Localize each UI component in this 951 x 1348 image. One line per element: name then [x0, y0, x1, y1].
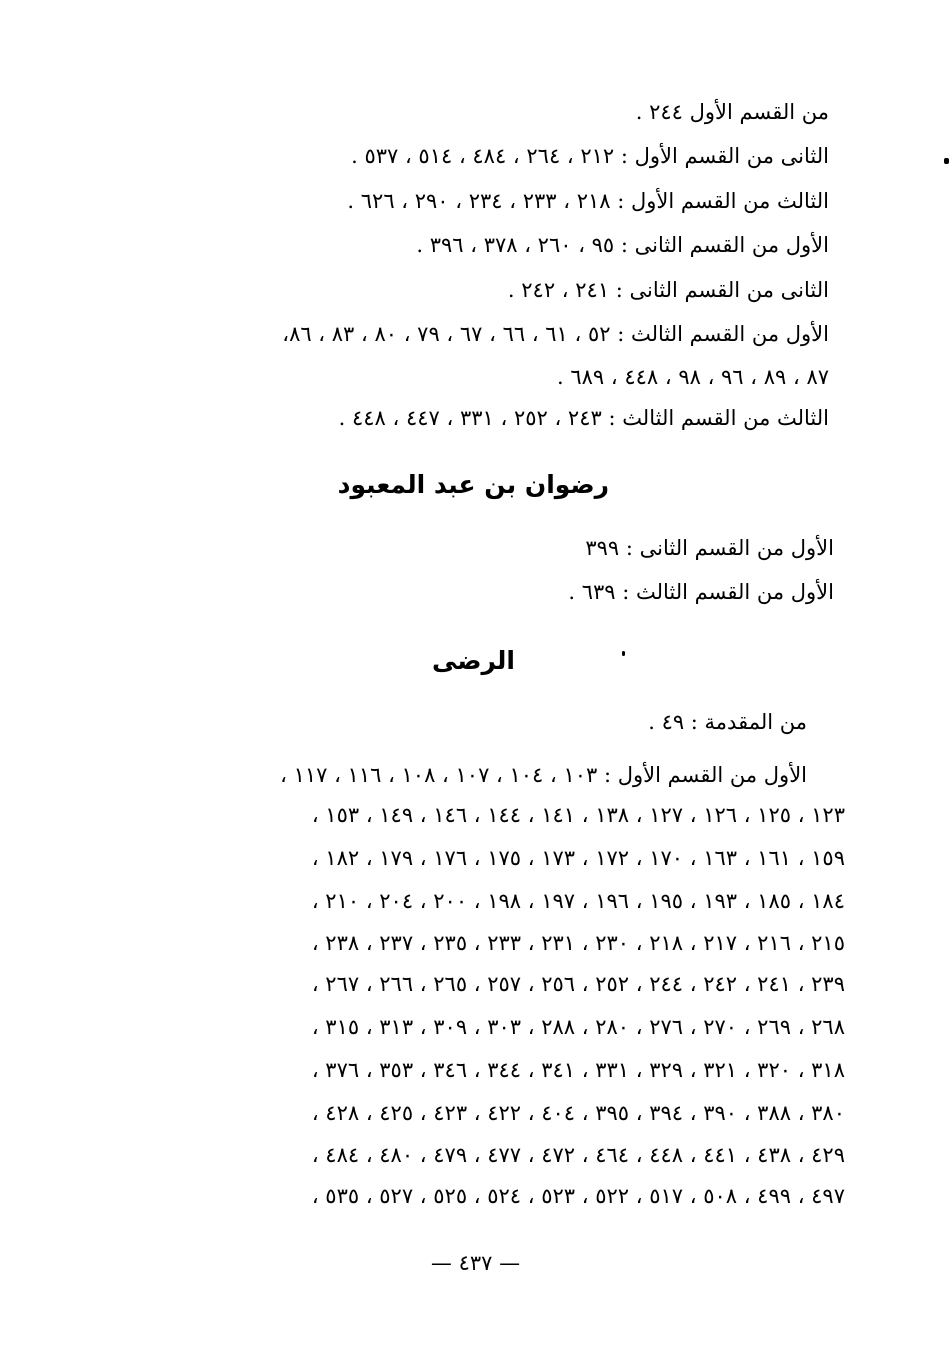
index-line: الثانى من القسم الثانى : ٢٤١ ، ٢٤٢ . [507, 278, 829, 302]
index-line: ١٥٩ ، ١٦١ ، ١٦٣ ، ١٧٠ ، ١٧٢ ، ١٧٣ ، ١٧٥ ، ١٧٦ ، ١٧٩ ، ١٨٢ ، [311, 846, 845, 870]
index-line: ٤٢٩ ، ٤٣٨ ، ٤٤١ ، ٤٤٨ ، ٤٦٤ ، ٤٧٢ ، ٤٧٧ ، ٤٧٩ ، ٤٨٠ ، ٤٨٤ ، [311, 1143, 845, 1167]
page-number: — ٤٣٧ — [430, 1251, 521, 1275]
index-line: الثانى من القسم الأول : ٢١٢ ، ٢٦٤ ، ٤٨٤ ، ٥١٤ ، ٥٣٧ . [351, 144, 829, 168]
index-line: الأول من القسم الثانى : ٩٥ ، ٢٦٠ ، ٣٧٨ ، ٣٩٦ . [416, 233, 829, 257]
index-line: ١٨٤ ، ١٨٥ ، ١٩٣ ، ١٩٥ ، ١٩٦ ، ١٩٧ ، ١٩٨ ، ٢٠٠ ، ٢٠٤ ، ٢١٠ ، [311, 889, 845, 913]
index-line: الثالث من القسم الأول : ٢١٨ ، ٢٣٣ ، ٢٣٤ ، ٢٩٠ ، ٦٢٦ . [347, 189, 829, 213]
index-line: ٣١٨ ، ٣٢٠ ، ٣٢١ ، ٣٢٩ ، ٣٣١ ، ٣٤١ ، ٣٤٤ ، ٣٤٦ ، ٣٥٣ ، ٣٧٦ ، [311, 1058, 845, 1082]
index-line: ٢٣٩ ، ٢٤١ ، ٢٤٢ ، ٢٤٤ ، ٢٥٢ ، ٢٥٦ ، ٢٥٧ ، ٢٦٥ ، ٢٦٦ ، ٢٦٧ ، [311, 972, 845, 996]
index-line: ٣٨٠ ، ٣٨٨ ، ٣٩٠ ، ٣٩٤ ، ٣٩٥ ، ٤٠٤ ، ٤٢٢ ، ٤٢٣ ، ٤٢٥ ، ٤٢٨ ، [311, 1101, 845, 1125]
index-line: ١٢٣ ، ١٢٥ ، ١٢٦ ، ١٢٧ ، ١٣٨ ، ١٤١ ، ١٤٤ ، ١٤٦ ، ١٤٩ ، ١٥٣ ، [311, 803, 845, 827]
ink-speck [622, 651, 625, 656]
index-line: من القسم الأول ٢٤٤ . [635, 100, 829, 124]
index-line: الأول من القسم الأول : ١٠٣ ، ١٠٤ ، ١٠٧ ، ١٠٨ ، ١١٦ ، ١١٧ ، [280, 763, 807, 787]
index-line: ٤٩٧ ، ٤٩٩ ، ٥٠٨ ، ٥١٧ ، ٥٢٢ ، ٥٢٣ ، ٥٢٤ ، ٥٢٥ ، ٥٢٧ ، ٥٣٥ ، [311, 1184, 845, 1208]
index-heading: الرضى [432, 646, 515, 675]
margin-speck [944, 158, 949, 164]
index-line: الأول من القسم الثانى : ٣٩٩ [585, 536, 834, 560]
index-line: ٢١٥ ، ٢١٦ ، ٢١٧ ، ٢١٨ ، ٢٣٠ ، ٢٣١ ، ٢٣٣ ، ٢٣٥ ، ٢٣٧ ، ٢٣٨ ، [311, 931, 845, 955]
index-line: ٢٦٨ ، ٢٦٩ ، ٢٧٠ ، ٢٧٦ ، ٢٨٠ ، ٢٨٨ ، ٣٠٣ ، ٣٠٩ ، ٣١٣ ، ٣١٥ ، [311, 1015, 845, 1039]
index-line: الأول من القسم الثالث : ٦٣٩ . [568, 580, 834, 604]
index-line: الثالث من القسم الثالث : ٢٤٣ ، ٢٥٢ ، ٣٣١ ، ٤٤٧ ، ٤٤٨ . [338, 406, 829, 430]
index-line: من المقدمة : ٤٩ . [648, 710, 807, 734]
index-line: الأول من القسم الثالث : ٥٢ ، ٦١ ، ٦٦ ، ٦٧ ، ٧٩ ، ٨٠ ، ٨٣ ، ٨٦، [282, 322, 829, 346]
index-heading: رضوان بن عبد المعبود [337, 470, 609, 499]
index-line: ٨٧ ، ٨٩ ، ٩٦ ، ٩٨ ، ٤٤٨ ، ٦٨٩ . [557, 365, 829, 389]
